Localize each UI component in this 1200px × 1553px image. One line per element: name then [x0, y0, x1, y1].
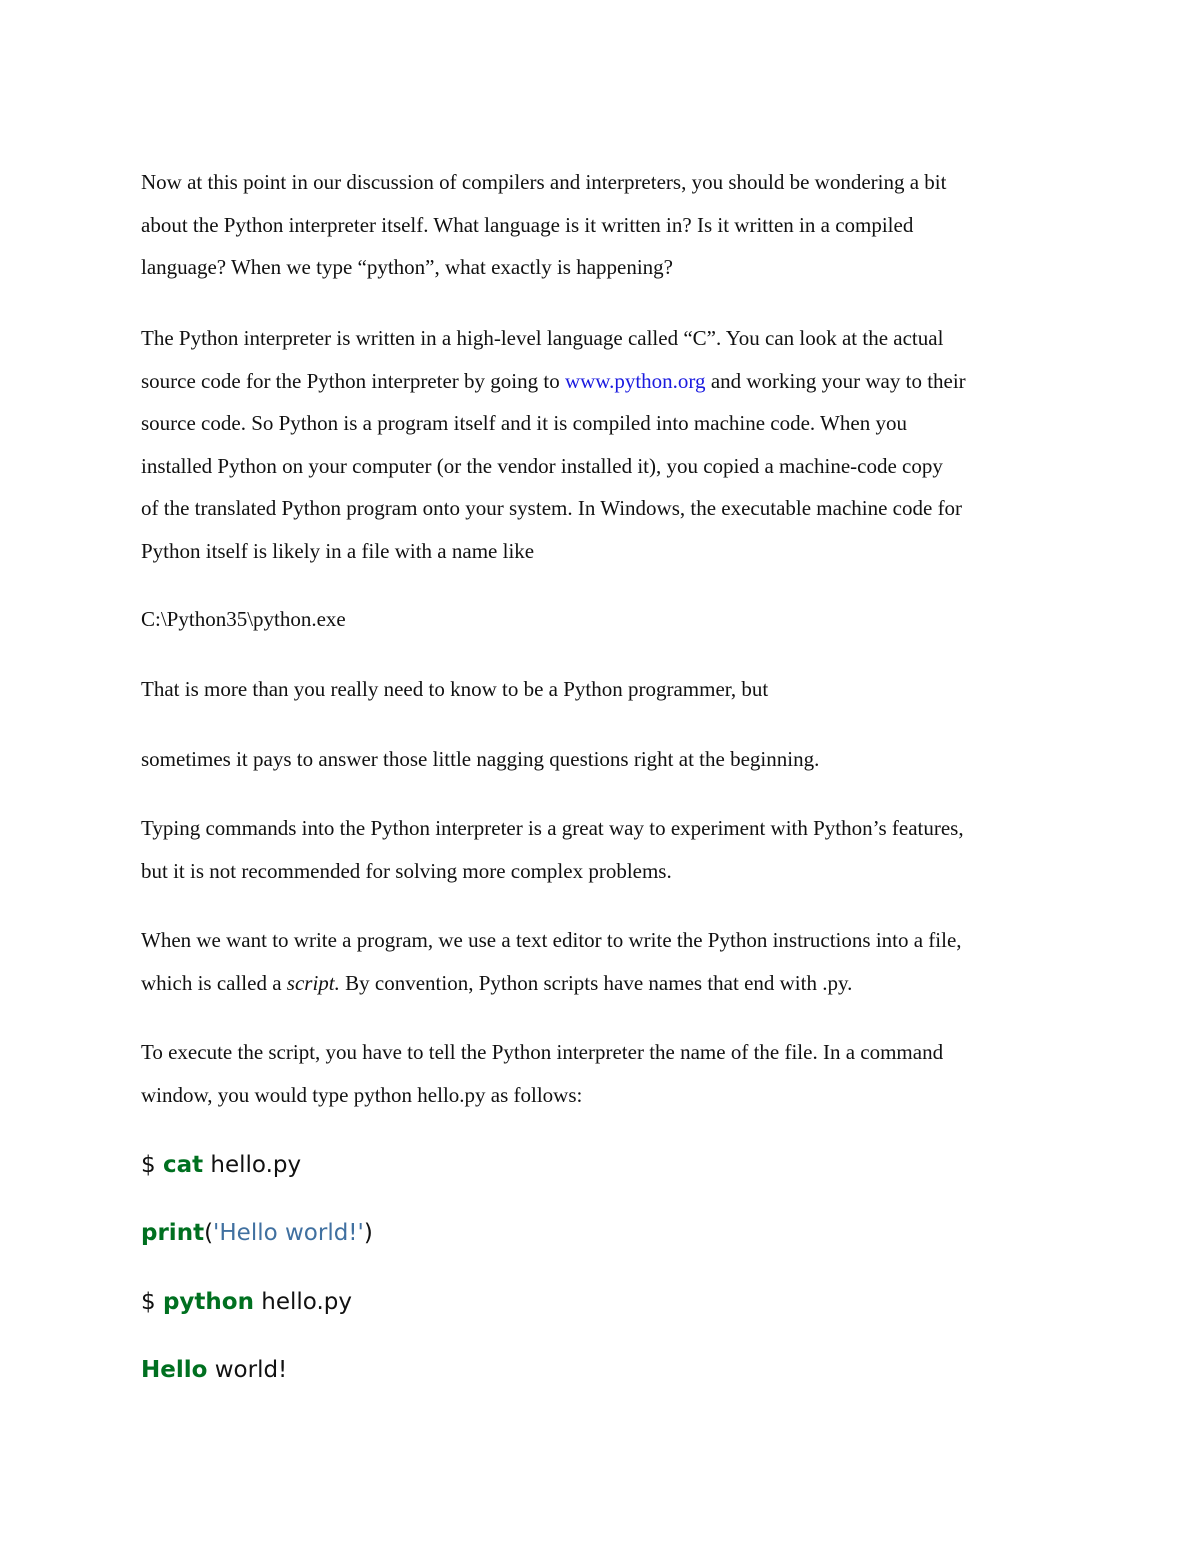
shell-prompt: $	[141, 1289, 163, 1315]
paragraph-write-program	[141, 919, 1071, 1004]
text-span: source code for the Python interpreter by going to	[141, 368, 565, 393]
code-line-cat	[141, 1150, 301, 1180]
text-span: which is called a	[141, 970, 287, 995]
text-line: language? When we type “python”, what exactly is happening?	[141, 255, 674, 279]
script-term: script.	[286, 970, 340, 995]
paragraph-intro	[141, 161, 1071, 289]
python-org-link[interactable]: www.python.org	[564, 368, 706, 393]
output-word: Hello	[141, 1357, 208, 1383]
paragraph-typing-commands	[141, 807, 1071, 892]
executable-path: C:\Python35\python.exe	[141, 607, 346, 631]
paragraph-interpreter-language	[141, 317, 1071, 572]
text-span: and working your way to their	[705, 368, 966, 393]
output-text: world!	[207, 1357, 288, 1383]
command-keyword: cat	[162, 1152, 204, 1178]
text-line: That is more than you really need to know to be a Python programmer, but	[141, 677, 769, 701]
paragraph-nagging-questions	[141, 738, 1071, 781]
function-keyword: print	[141, 1220, 205, 1246]
text-line: about the Python interpreter itself. What language is it written in? Is it written in a compiled	[141, 212, 914, 237]
text-line: of the translated Python program onto your system. In Windows, the executable machine code for	[141, 496, 963, 520]
text-line: Typing commands into the Python interpreter is a great way to experiment with Python’s features,	[141, 816, 964, 840]
paren-open: (	[204, 1220, 214, 1246]
paragraph-execute-script	[141, 1031, 1071, 1116]
shell-prompt: $	[141, 1152, 163, 1178]
text-line: sometimes it pays to answer those little nagging questions right at the beginning.	[141, 747, 820, 771]
command-keyword: python	[162, 1289, 254, 1315]
code-line-python	[141, 1287, 352, 1317]
code-line-output	[141, 1355, 287, 1385]
string-literal: 'Hello world!'	[213, 1220, 364, 1246]
paragraph-path	[141, 598, 1071, 641]
text-line	[141, 360, 1071, 403]
text-line: Python itself is likely in a file with a name like	[141, 538, 535, 563]
text-line: To execute the script, you have to tell the Python interpreter the name of the file. In a command	[141, 1040, 944, 1064]
paragraph-more-than-need	[141, 668, 1071, 711]
text-line: but it is not recommended for solving more complex problems.	[141, 858, 672, 883]
paren-close: )	[363, 1220, 373, 1246]
text-line	[141, 962, 1071, 1005]
command-argument: hello.py	[253, 1289, 352, 1315]
text-line: The Python interpreter is written in a high-level language called “C”. You can look at the actual	[141, 326, 944, 350]
text-line: window, you would type python hello.py as follows:	[141, 1082, 583, 1107]
text-line: When we want to write a program, we use a text editor to write the Python instructions into a file,	[141, 928, 962, 952]
code-line-print	[141, 1218, 373, 1248]
command-argument: hello.py	[203, 1152, 302, 1178]
text-line: source code. So Python is a program itself and it is compiled into machine code. When you	[141, 411, 907, 435]
text-span: By convention, Python scripts have names that end with .py.	[339, 970, 853, 995]
text-line: installed Python on your computer (or the vendor installed it), you copied a machine-code copy	[141, 453, 943, 478]
text-line: Now at this point in our discussion of compilers and interpreters, you should be wondering a bit	[141, 170, 947, 194]
